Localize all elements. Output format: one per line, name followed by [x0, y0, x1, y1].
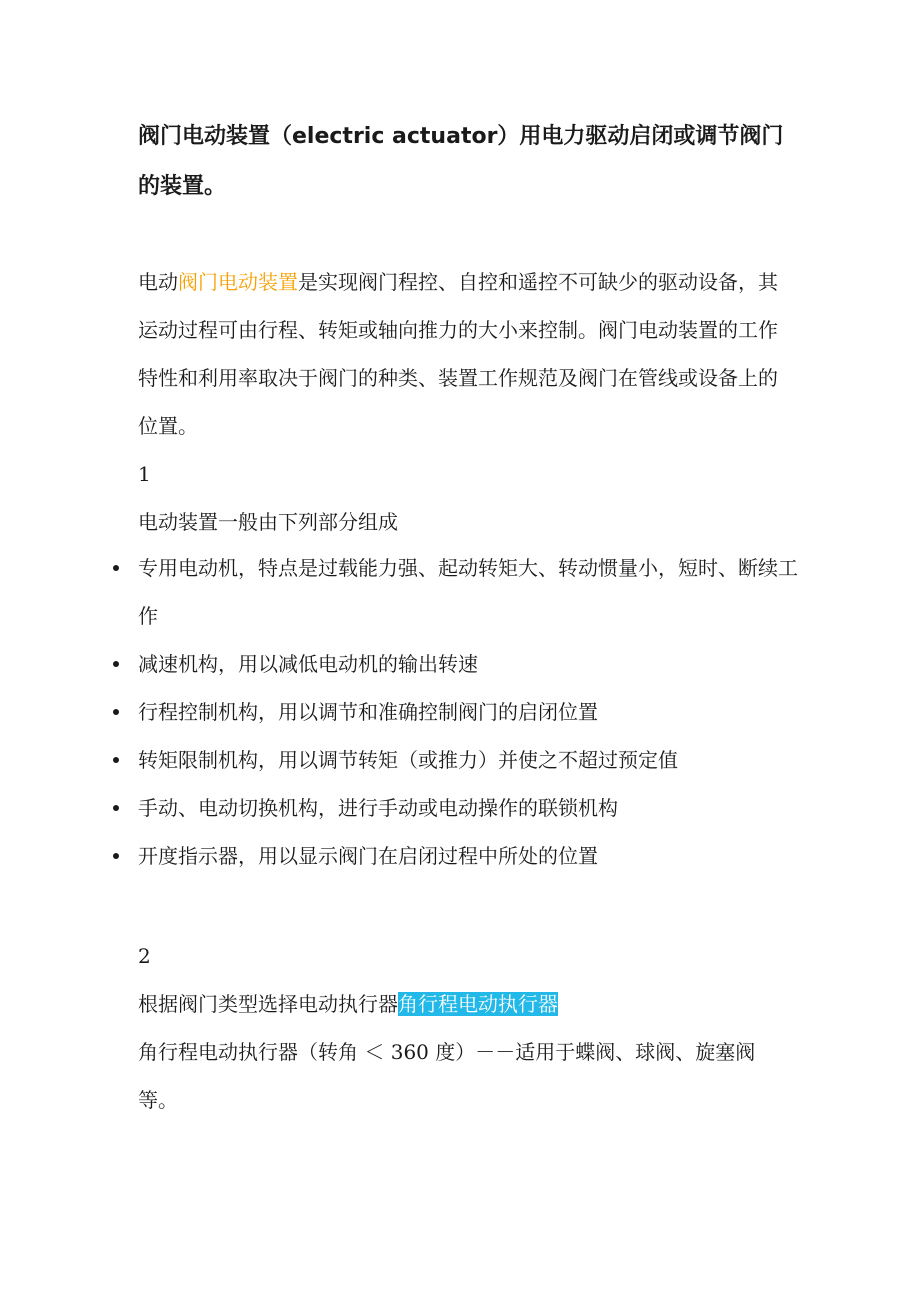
- list-item: [0, 688, 798, 736]
- list-item: [0, 544, 798, 640]
- list-item-text: 减速机构，用以减低电动机的输出转速: [138, 652, 478, 676]
- bullet-icon: [113, 565, 119, 571]
- list-item: [0, 640, 798, 688]
- bullet-icon: [113, 661, 119, 667]
- document-title: 阀门电动装置（electric actuator）用电力驱动启闭或调节阀门的装置。: [138, 124, 784, 199]
- list-item-text: 开度指示器，用以显示阀门在启闭过程中所处的位置: [138, 844, 598, 868]
- component-list: [0, 544, 920, 880]
- section-2-heading: [138, 980, 558, 1028]
- intro-highlight-link[interactable]: 阀门电动装置: [178, 270, 298, 294]
- section-2-heading-text: 根据阀门类型选择电动执行器: [138, 992, 398, 1016]
- bullet-icon: [113, 709, 119, 715]
- list-item: [0, 784, 798, 832]
- list-item-text: 转矩限制机构，用以调节转矩（或推力）并使之不超过预定值: [138, 748, 678, 772]
- bullet-icon: [113, 805, 119, 811]
- section-1-heading: 电动装置一般由下列部分组成: [138, 510, 398, 534]
- section-1-number: 1: [138, 462, 151, 486]
- bullet-icon: [113, 853, 119, 859]
- section-2-number: 2: [138, 944, 151, 968]
- intro-paragraph: [138, 258, 788, 450]
- list-item-text: 行程控制机构，用以调节和准确控制阀门的启闭位置: [138, 700, 598, 724]
- list-item: [0, 736, 798, 784]
- intro-prefix: 电动: [138, 270, 178, 294]
- section-2-body: 角行程电动执行器（转角 ＜ 360 度）－－适用于蝶阀、球阀、旋塞阀等。: [138, 1040, 756, 1112]
- list-item: [0, 832, 798, 880]
- list-item-text: 手动、电动切换机构，进行手动或电动操作的联锁机构: [138, 796, 618, 820]
- section-2-highlight-link[interactable]: 角行程电动执行器: [398, 992, 558, 1016]
- list-item-text: 专用电动机，特点是过载能力强、起动转矩大、转动惯量小，短时、断续工作: [138, 556, 798, 628]
- bullet-icon: [113, 757, 119, 763]
- intro-body: 是实现阀门程控、自控和遥控不可缺少的驱动设备，其运动过程可由行程、转矩或轴向推力的大小来控制。阀门电动装置的工作特性和利用率取决于阀门的种类、装置工作规范及阀门在管线或设备上的位置。: [138, 270, 778, 438]
